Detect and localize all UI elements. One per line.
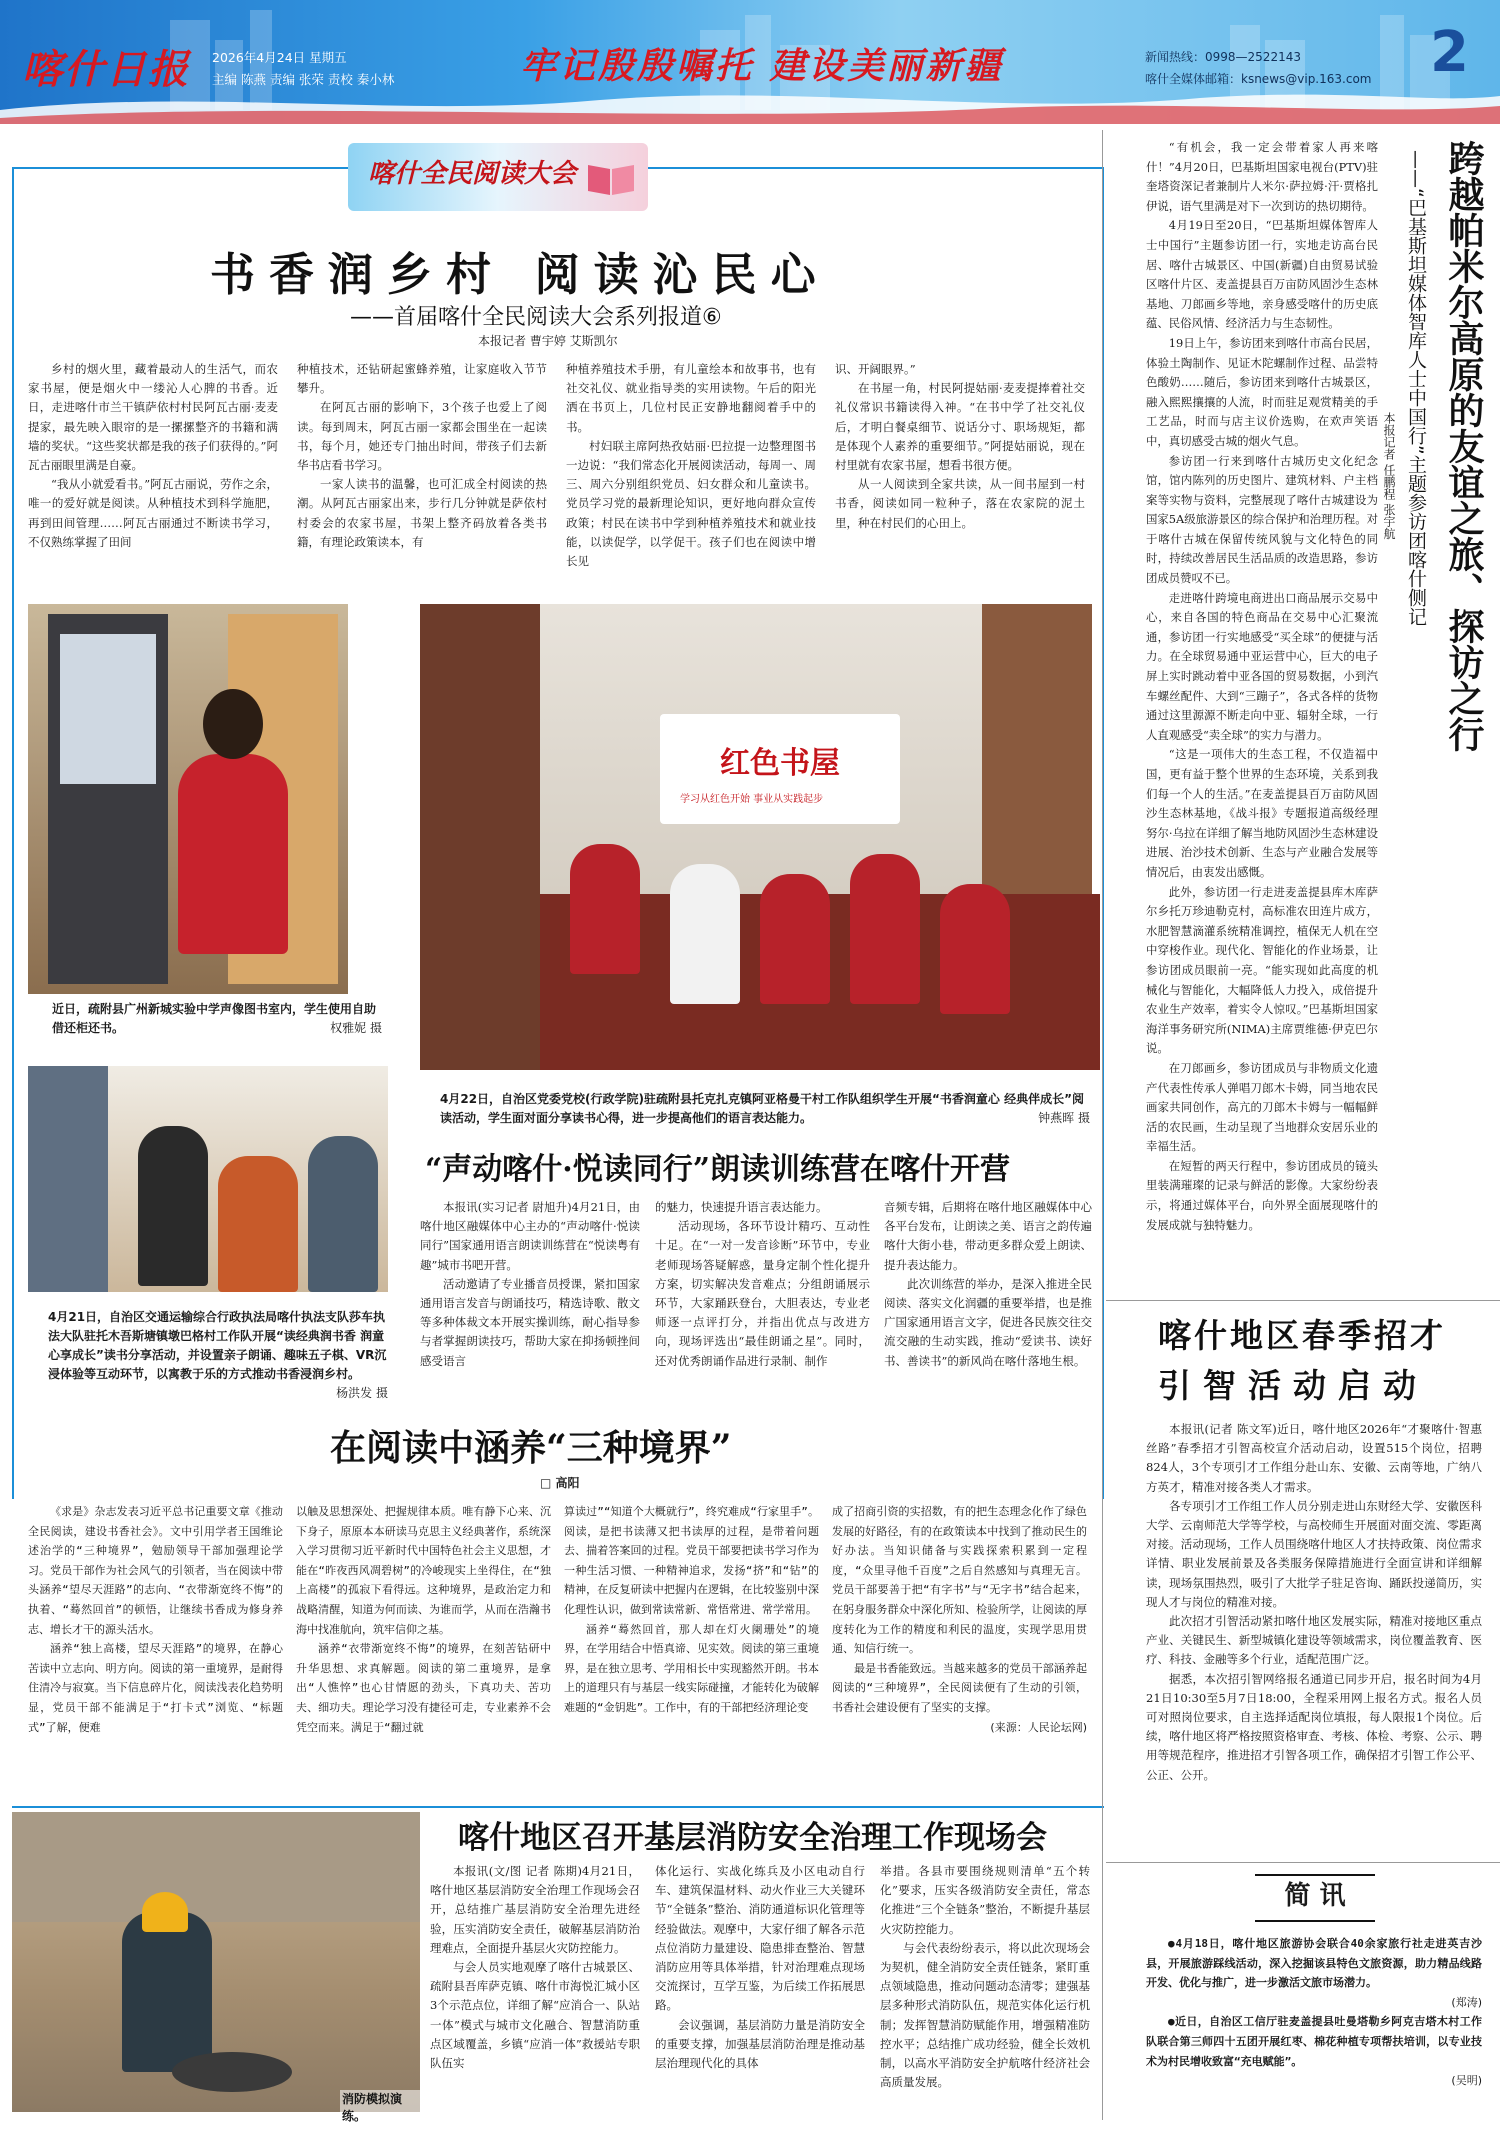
paragraph: 在阿瓦古丽的影响下，3个孩子也爱上了阅读。每到周末，阿瓦古丽一家都会围坐在一起读书，每个月，她还专门抽出时间，带孩子们去新华书店看书学习。 <box>297 400 547 473</box>
red-bookhouse-slogan: 学习从红色开始 事业从实践起步 <box>680 794 824 805</box>
lead-article-column <box>835 360 1085 600</box>
news-hotline: 新闻热线：0998—2522143 <box>1145 50 1301 64</box>
pakistan-article-byline: 本报记者 任鹏程 张宇航 <box>1382 412 1396 540</box>
essay-column <box>296 1502 551 1802</box>
fire-article-column <box>655 1862 865 2124</box>
photo-caption: 消防模拟演练。 <box>340 2090 420 2124</box>
paragraph: “这是一项伟大的生态工程，不仅造福中国，更有益于整个世界的生态环境，关系到我们每一个人的生活。”在麦盖提县百万亩防风固沙生态林基地，《战斗报》专题报道高级经理努尔·乌拉在详细了解当地防风固沙生态林建设进展、治沙技术创新、生态与产业融合发展等情况后，由衷发出感慨。 <box>1146 747 1378 879</box>
essay-title: 在阅读中涵养“三种境界” <box>330 1427 732 1469</box>
paragraph: 与会代表纷纷表示，将以此次现场会为契机，健全消防安全责任链条，紧盯重点领域隐患，推动问题动态清零；建强基层多种形式消防队伍，规范实体化运行机制；发挥智慧消防赋能作用，增强精准防控水平；总结推广成功经验，健全长效机制，以高水平消防安全护航喀什经济社会高质量发展。 <box>880 1940 1090 2090</box>
divider <box>1102 130 1103 2120</box>
red-bookhouse-sign: 红色书屋 <box>720 746 840 781</box>
editors-line: 主编 陈燕 责编 张荣 责校 秦小林 <box>212 72 395 87</box>
talent-article-title: 引智活动启动 <box>1158 1366 1428 1405</box>
brief-item: ●近日，自治区工信厅驻麦盖提县吐曼塔勒乡阿克吉塔木村工作队联合第三师四十五团开展红枣、棉花种植专项帮扶培训，以专业技术为村民增收致富“充电赋能”。 <box>1146 2015 1482 2068</box>
divider <box>12 1806 1104 1808</box>
paper-logo: 喀什日报 <box>22 46 190 93</box>
paragraph: 此次训练营的举办，是深入推进全民阅读、落实文化润疆的重要举措，也是推广国家通用语言文字，促进各民族交往交流交融的生动实践，推动“爱读书、读好书、善读书”的新风尚在喀什落地生根。 <box>884 1276 1092 1368</box>
briefs-heading-box <box>1255 1874 1375 1922</box>
paragraph: 以触及思想深处、把握规律本质。唯有静下心来、沉下身子，原原本本研读马克思主义经典著作，系统深入学习贯彻习近平新时代中国特色社会主义思想，才能在“昨夜西风凋碧树”的冷峻现实上坐得住，在“独上高楼”的孤寂下看得远。这种境界，是政治定力和战略清醒，知道为何而读、为谁而学，从而在浩瀚书海中找准航向，筑牢信仰之基。 <box>296 1505 551 1636</box>
photo-caption: 4月22日，自治区党委党校(行政学院)驻疏附县托克扎克镇阿亚格曼干村工作队组织学生开展“书香润童心 经典伴成长”阅读活动，学生面对面分享读书心得，进一步提高他们的语言表达能力。 钟燕晖 摄 <box>440 1092 1090 1125</box>
paragraph: 识、开阔眼界。” <box>835 362 916 376</box>
paragraph: 涵养“蓦然回首，那人却在灯火阑珊处”的境界，在学用结合中悟真谛、见实效。阅读的第三重境界，是在独立思考、学用相长中实现豁然开朗。书本上的道理只有与基层一线实际碰撞，才能转化为破解难题的“金钥匙”。工作中，有的干部把经济理论变 <box>564 1622 819 1714</box>
briefs-heading: 简 讯 <box>1284 1881 1346 1911</box>
paragraph: 举措。各县市要围绕规则清单“五个转化”要求，压实各级消防安全责任，常态化推进“三个全链条”整治，不断提升基层火灾防控能力。 <box>880 1864 1090 1936</box>
paragraph: 涵养“衣带渐宽终不悔”的境界，在刻苦钻研中升华思想、求真解题。阅读的第二重境界，是拿出“人憔悴”也心甘情愿的劲头，下真功夫、苦功夫、细功夫。理论学习没有捷径可走，专业素养不会凭空而来。满足于“翻过就 <box>296 1642 551 1734</box>
book-icon <box>586 157 636 197</box>
essay-byline: □ 高阳 <box>540 1476 580 1490</box>
photo-red-bookhouse <box>420 604 1092 1070</box>
talent-article-title: 喀什地区春季招才 <box>1158 1316 1446 1355</box>
issue-date: 2026年4月24日 星期五 <box>212 50 347 65</box>
voice-article-title: “声动喀什·悦读同行”朗读训练营在喀什开营 <box>425 1152 1010 1187</box>
photo-fire-drill <box>12 1812 420 2123</box>
newsroom-email: 喀什全媒体邮箱：ksnews@vip.163.com <box>1145 72 1372 86</box>
divider <box>1106 1862 1500 1863</box>
page-number: 2 <box>1430 20 1469 85</box>
paragraph: 会议强调，基层消防力量是消防安全的重要支撑，加强基层消防治理是推动基层治理现代化的具体 <box>655 2017 865 2071</box>
pakistan-article-subtitle: ——“巴基斯坦媒体智库人士中国行”主题参访团喀什侧记 <box>1405 150 1427 626</box>
voice-article-column <box>420 1198 640 1428</box>
essay-source: (来源：人民论坛网) <box>990 1720 1087 1734</box>
paragraph: 各专项引才工作组工作人员分别走进山东财经大学、安徽医科大学、云南师范大学等学校，与高校师生开展面对面交流、零距离对接。活动现场，工作人员围绕喀什地区人才扶持政策、岗位需求详情、职业发展前景及各类服务保障措施进行全面宣讲和详细解读，现场氛围热烈，吸引了大批学子驻足咨询、踊跃投递简历，实现人才与岗位的精准对接。 <box>1146 1498 1482 1609</box>
paragraph: 活动现场，各环节设计精巧、互动性十足。在“一对一发音诊断”环节中，专业老师现场答疑解惑，量身定制个性化提升方案，切实解决发音难点；分组朗诵展示环节，大家踊跃登台，大胆表达，专业老师逐一点评打分，并指出优点与改进方向，现场评选出“最佳朗诵之星”。同时，还对优秀朗诵作品进行录制、制作 <box>655 1219 870 1368</box>
pakistan-article-body <box>1146 138 1378 1293</box>
paragraph: 种植技术，还钻研起蜜蜂养殖，让家庭收入节节攀升。 <box>297 362 547 396</box>
paragraph: 乡村的烟火里，藏着最动人的生活气，而农家书屋，便是烟火中一缕沁人心脾的书香。近日，走进喀什市兰干镇萨依村村民阿瓦古丽·麦麦提家，最先映入眼帘的是一摞摞整齐的书籍和满墙的奖状。“这些奖状都是我的孩子们获得的。”阿瓦古丽眼里满是自豪。 <box>28 362 278 473</box>
paragraph: 据悉，本次招引智网络报名通道已同步开启，报名时间为4月21日10:30至5月7日18:00，全程采用网上报名方式。报名人员可对照岗位要求，自主选择适配岗位填报，每人限报1个岗位。后续，喀什地区将严格按照资格审查、考核、体检、考察、公示、聘用等规范程序，推进招才引智各项工作，确保招才引智工作公平、公正、公开。 <box>1146 1671 1482 1782</box>
banner-text: 喀什全民阅读大会 <box>368 159 577 189</box>
pakistan-article-title: 跨越帕米尔高原的友谊之旅、探访之行 <box>1443 140 1485 752</box>
voice-article-column <box>655 1198 870 1428</box>
lead-article-column <box>28 360 278 600</box>
paragraph: 4月19日至20日，“巴基斯坦媒体智库人士中国行”主题参访团一行，实地走访高台民居、喀什古城景区、中国(新疆)自由贸易试验区喀什片区、麦盖提县百万亩防风固沙生态林基地、刀郎画乡等地，亲身感受喀什的历史底蕴、民俗风情、经济活力与生态韧性。 <box>1146 218 1378 331</box>
paragraph: 活动邀请了专业播音员授课，紧扣国家通用语言发音与朗诵技巧，精选诗歌、散文等多种体裁文本开展实操训练，耐心指导参与者掌握朗读技巧，帮助大家在抑扬顿挫间感受语言 <box>420 1276 640 1368</box>
lead-article-column <box>297 360 547 600</box>
paragraph: 在刀郎画乡，参访团成员与非物质文化遗产代表性传承人弹唱刀郎木卡姆，同当地农民画家共同创作，高亢的刀郎木卡姆与一幅幅鲜活的农民画，生动呈现了当地群众安居乐业的幸福生活。 <box>1146 1060 1378 1154</box>
paragraph: 最是书香能致远。当越来越多的党员干部涵养起阅读的“三种境界”，全民阅读便有了生动的引领，书香社会建设便有了坚实的支撑。 <box>832 1661 1087 1714</box>
paragraph: 从一人阅读到全家共读，从一间书屋到一村书香，阅读如同一粒种子，落在农家院的泥土里，种在村民们的心田上。 <box>835 477 1085 530</box>
lead-article-title: 书香润乡村 阅读沁民心 <box>210 248 830 301</box>
paragraph: 在书屋一角，村民阿提姑丽·麦麦提捧着社交礼仪常识书籍读得入神。“在书中学了社交礼仪后，才明白餐桌细节、说话分寸、职场规矩，都是体现个人素养的重要细节。”阿提姑丽说，现在村里就有农家书屋，想看书很方便。 <box>835 381 1085 473</box>
paragraph: 成了招商引资的实招数，有的把生态理念化作了绿色发展的好路径，有的在政策读本中找到了推动民生的好办法。当知识储备与实践探索积累到一定程度，“众里寻他千百度”之后自然感知与真理无言。党员干部要善于把“有字书”与“无字书”结合起来，在躬身服务群众中深化所知、检验所学，让阅读的厚度转化为工作的精度和利民的温度，实现学思用贯通、知信行统一。 <box>832 1505 1087 1656</box>
paragraph: 体化运行、实战化练兵及小区电动自行车、建筑保温材料、动火作业三大关键环节“全链条”整治、消防通道标识化管理等经验做法。观摩中，大家仔细了解各示范点位消防力量建设、隐患排查整治、智慧消防应用等具体举措，针对治理难点现场交流探讨，互学互鉴，为后续工作拓展思路。 <box>655 1864 865 2013</box>
photo-caption: 4月21日，自治区交通运输综合行政执法局喀什执法支队莎车执法大队驻托木吾斯塘镇墩巴格村工作队开展“读经典润书香 润童心享成长”读书分享活动，并设置亲子朗诵、趣味五子棋、VR沉浸体验等互动环节，以寓教于乐的方式推动书香浸润乡村。 杨洪发 摄 <box>48 1310 388 1400</box>
lead-article-column <box>566 360 816 600</box>
lead-article-subtitle: ——首届喀什全民阅读大会系列报道⑥ <box>350 305 722 330</box>
paragraph: 参访团一行来到喀什古城历史文化纪念馆，馆内陈列的历史图片、建筑材料、户主档案等实物与资料，完整展现了喀什古城建设为国家5A级旅游景区的综合保护和治理历程。对于喀什古城在保留传统风貌与文化特色的同时，持续改善居民生活品质的改造思路，参访团成员赞叹不已。 <box>1146 453 1378 586</box>
paragraph: 此次招才引智活动紧扣喀什地区发展实际，精准对接地区重点产业、关键民生、新型城镇化建设等领域需求，岗位覆盖教育、医疗、科技、金融等多个行业，适配范围广泛。 <box>1146 1614 1482 1667</box>
fire-article-column <box>880 1862 1090 2124</box>
paragraph: “有机会，我一定会带着家人再来喀什！”4月20日，巴基斯坦国家电视台(PTV)驻奎塔资深记者兼制片人米尔·萨拉姆·汗·贾格扎伊说，语气里满是对下一次到访的热切期待。 <box>1146 140 1378 213</box>
paragraph: 音频专辑，后期将在喀什地区融媒体中心各平台发布，让朗读之美、语言之韵传遍喀什大街小巷，带动更多群众爱上朗读、提升表达能力。 <box>884 1200 1092 1272</box>
essay-column <box>564 1502 819 1802</box>
paragraph: 与会人员实地观摩了喀什古城景区、疏附县吾库萨克镇、喀什市海悦汇城小区3个示范点位，详细了解“应消合一、队站一体”模式与城市文化融合、智慧消防重点区域覆盖，乡镇“应消一体”救援站专职队伍实 <box>430 1960 640 2071</box>
photo-vr-reading <box>28 1066 388 1292</box>
essay-column <box>28 1502 283 1802</box>
paragraph: 涵养“独上高楼，望尽天涯路”的境界，在静心苦读中立志向、明方向。阅读的第一重境界，是耐得住清冷与寂寞。当下信息碎片化，阅读浅表化趋势明显，党员干部不能满足于“打卡式”浏览、“标题式”了解，便难 <box>28 1642 283 1734</box>
briefs-list <box>1146 1934 1482 2114</box>
paragraph: 此外，参访团一行走进麦盖提县库木库萨尔乡托万珍迪勒克村，高标准农田连片成方，水肥智慧滴灌系统精准调控，植保无人机在空中穿梭作业。现代化、智能化的作业场景，让参访团成员眼前一亮。“能实现如此高度的机械化与智能化，大幅降低人力投入，成倍提升农业生产效率，着实令人惊叹。”巴基斯坦国家海洋事务研究所(NIMA)主席贾维德·伊克巴尔说。 <box>1146 884 1378 1056</box>
slogan: 牢记殷殷嘱托 建设美丽新疆 <box>520 45 1004 87</box>
brief-item: ●4月18日，喀什地区旅游协会联合40余家旅行社走进英吉沙县，开展旅游踩线活动，深入挖掘该县特色文旅资源，助力精品线路开发、优化与推广，进一步激活文旅市场潜力。 <box>1146 1937 1482 1990</box>
talent-article-body <box>1146 1420 1482 1860</box>
divider <box>1106 1300 1500 1301</box>
brief-author: (郑涛) <box>1451 1995 1482 2009</box>
paragraph: “我从小就爱看书。”阿瓦古丽说，劳作之余，唯一的爱好就是阅读。从种植技术到科学施肥，再到田间管理……阿瓦古丽通过不断读书学习，不仅熟练掌握了田间 <box>28 477 278 549</box>
voice-article-column <box>884 1198 1092 1428</box>
paragraph: 本报讯(实习记者 尉旭升)4月21日，由喀什地区融媒体中心主办的“声动喀什·悦读同行”国家通用语言朗读训练营在“悦读粤有趣”城市书吧开营。 <box>420 1200 640 1272</box>
fire-article-title: 喀什地区召开基层消防安全治理工作现场会 <box>458 1820 1047 1856</box>
photo-caption: 近日，疏附县广州新城实验中学声像图书室内，学生使用自助借还柜还书。 权雅妮 摄 <box>52 1002 382 1035</box>
paragraph: 村妇联主席阿热孜姑丽·巴拉提一边整理图书一边说：“我们常态化开展阅读活动，每周一、周三、周六分别组织党员、妇女群众和儿童读书。党员学习党的最新理论知识，更好地向群众宣传政策；村民在读书中学到种植养殖技术和就业技能，以读促学，以学促干。孩子们也在阅读中增长见 <box>566 438 816 569</box>
fire-article-column <box>430 1862 640 2124</box>
paragraph: 本报讯(记者 陈文军)近日，喀什地区2026年“才聚喀什·智惠丝路”春季招才引智高校宣介活动启动，设置515个岗位，招聘824人，3个专项引才工作组分赴山东、安徽、云南等地，广纳八方英才，精准对接各类人才需求。 <box>1146 1422 1482 1494</box>
lead-article-byline: 本报记者 曹宇婷 艾斯凯尔 <box>478 334 618 348</box>
paragraph: 19日上午，参访团来到喀什市高台民居，体验土陶制作、见证木陀螺制作过程、品尝特色酸奶……随后，参访团来到喀什古城景区，融入熙熙攘攘的人流，时而驻足观赏精美的手工艺品，时而与店主议价选购，在欢声笑语中，真切感受古城的烟火气息。 <box>1146 335 1378 448</box>
photo-student-book-return <box>28 604 348 994</box>
paragraph: 算读过”“知道个大概就行”，终究难成“行家里手”。阅读，是把书读薄又把书读厚的过程，是带着问题去、揣着答案回的过程。党员干部要把读书学习作为一种生活习惯、一种精神追求，发扬“挤”和“钻”的精神，在反复研读中把握内在逻辑，在比较鉴别中深化理性认识，做到常读常新、常悟常进、常学常用。 <box>564 1505 819 1616</box>
paragraph: 《求是》杂志发表习近平总书记重要文章《推动全民阅读，建设书香社会》。文中引用学者王国维论述治学的“三种境界”，勉励领导干部加强理论学习。党员干部作为社会风气的引领者，当在阅读中带头涵养“望尽天涯路”的志向、“衣带渐宽终不悔”的执着、“蓦然回首”的顿悟，让继续书香成为修身养志、增长才干的源头活水。 <box>28 1505 283 1636</box>
reading-conference-banner <box>348 143 648 211</box>
essay-column <box>832 1502 1087 1802</box>
paragraph: 种植养殖技术手册，有儿童绘本和故事书，也有社交礼仪、就业指导类的实用读物。午后的阳光洒在书页上，几位村民正安静地翻阅着手中的书。 <box>566 362 816 434</box>
masthead <box>0 0 1500 124</box>
paragraph: 本报讯(文/图 记者 陈期)4月21日，喀什地区基层消防安全治理工作现场会召开，总结推广基层消防安全治理先进经验，压实消防安全责任，破解基层消防治理难点，全面提升基层火灾防控能力。 <box>430 1864 640 1955</box>
paragraph: 在短暂的两天行程中，参访团成员的镜头里装满璀璨的记录与鲜活的影像。大家纷纷表示，将通过媒体平台，向外界全面展现喀什的发展成就与独特魅力。 <box>1146 1158 1378 1232</box>
paragraph: 的魅力，快速提升语言表达能力。 <box>655 1200 828 1214</box>
brief-author: (吴明) <box>1451 2074 1482 2088</box>
paragraph: 走进喀什跨境电商进出口商品展示交易中心，来自各国的特色商品在交易中心汇聚流通，参访团一行实地感受“买全球”的便捷与活力。在全球贸易通中亚运营中心，巨大的电子屏上实时跳动着中亚各国的贸易数据，小到汽车螺丝配件、大到“三蹦子”，各式各样的货物通过这里源源不断走向中亚、辐射全球，一行人直观感受“卖全球”的实力与潜力。 <box>1146 590 1378 742</box>
paragraph: 一家人读书的温馨，也可汇成全村阅读的热潮。从阿瓦古丽家出来，步行几分钟就是萨依村村委会的农家书屋，书架上整齐码放着各类书籍，有理论政策读本，有 <box>297 477 547 549</box>
